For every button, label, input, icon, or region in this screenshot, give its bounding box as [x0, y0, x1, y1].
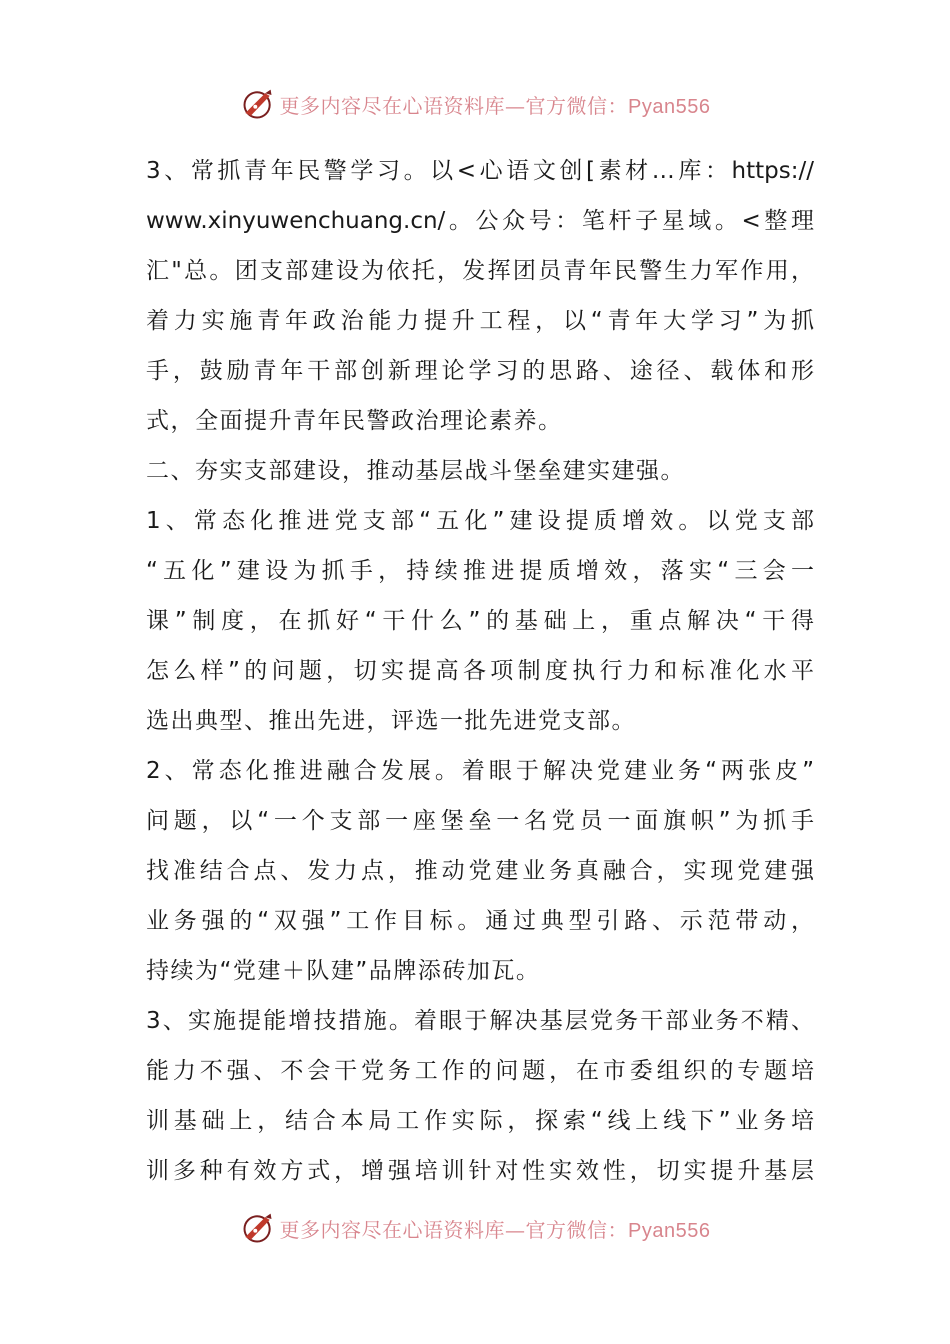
text-line: 2、常态化推进融合发展。着眼于解决党建业务“两张皮” [146, 758, 814, 784]
footer-watermark-wechat: Pyan556 [628, 1219, 711, 1242]
footer-watermark-main: 更多内容尽在心语资料库—官方微信： [279, 1217, 629, 1242]
header-watermark-wechat: Pyan556 [628, 95, 711, 118]
pen-nib-circle-icon [240, 1210, 276, 1246]
text-line: 能力不强、不会干党务工作的问题，在市委组织的专题培 [146, 1058, 814, 1084]
text-line: 训多种有效方式，增强培训针对性实效性，切实提升基层 [146, 1158, 814, 1184]
text-line: 3、常抓青年民警学习。以<心语文创[素材…库：https:// [146, 158, 814, 184]
text-line: 着力实施青年政治能力提升工程，以“青年大学习”为抓 [146, 308, 814, 334]
text-line: 汇"总。团支部建设为依托，发挥团员青年民警生力军作用， [146, 258, 814, 284]
text-line: 手，鼓励青年干部创新理论学习的思路、途径、载体和形 [146, 358, 814, 384]
pen-nib-circle-icon [240, 86, 276, 122]
text-line: “五化”建设为抓手，持续推进提质增效，落实“三会一 [146, 558, 814, 584]
footer-watermark-text [280, 1214, 711, 1243]
text-line: 持续为“党建＋队建”品牌添砖加瓦。 [146, 958, 541, 984]
text-line: 问题，以“一个支部一座堡垒一名党员一面旗帜”为抓手 [146, 808, 814, 834]
footer-watermark [0, 1208, 950, 1248]
text-line: www.xinyuwenchuang.cn/。公众号：笔杆子星域。<整理 [146, 208, 814, 234]
header-watermark-main: 更多内容尽在心语资料库—官方微信： [279, 93, 629, 118]
text-line: 1、常态化推进党支部“五化”建设提质增效。以党支部 [146, 508, 814, 534]
text-line: 怎么样”的问题，切实提高各项制度执行力和标准化水平 [146, 658, 814, 684]
text-line: 找准结合点、发力点，推动党建业务真融合，实现党建强 [146, 858, 814, 884]
document-body [146, 146, 814, 1196]
text-line: 3、实施提能增技措施。着眼于解决基层党务干部业务不精、 [146, 1008, 814, 1034]
text-line: 二、夯实支部建设，推动基层战斗堡垒建实建强。 [146, 458, 685, 484]
header-watermark [0, 84, 950, 124]
text-line: 业务强的“双强”工作目标。通过典型引路、示范带动， [146, 908, 814, 934]
header-watermark-text [280, 90, 711, 119]
text-line: 课”制度，在抓好“干什么”的基础上，重点解决“干得 [146, 608, 814, 634]
text-line: 训基础上，结合本局工作实际，探索“线上线下”业务培 [146, 1108, 814, 1134]
text-line: 选出典型、推出先进，评选一批先进党支部。 [146, 708, 636, 734]
text-line: 式，全面提升青年民警政治理论素养。 [146, 408, 563, 434]
